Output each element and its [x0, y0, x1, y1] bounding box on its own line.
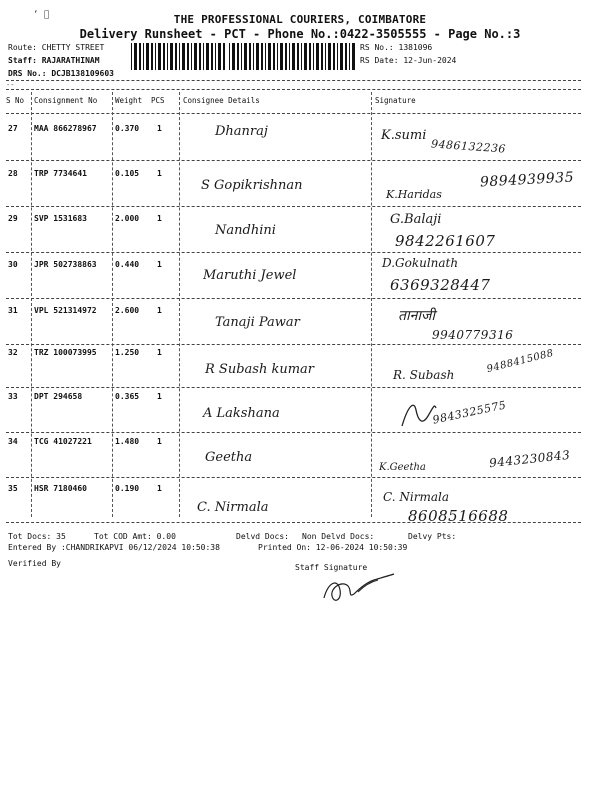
receiver-signature: तानाजी	[398, 308, 436, 324]
company-title: THE PROFESSIONAL COURIERS, COIMBATORE	[173, 13, 427, 26]
receiver-phone: 9486132236	[430, 137, 507, 156]
row-sno: 33	[8, 392, 18, 401]
row-weight: 0.105	[115, 169, 140, 178]
row-sno: 34	[8, 437, 18, 446]
row-divider	[6, 387, 581, 388]
receiver-signature: K.sumi	[381, 128, 427, 143]
receiver-phone: 8608516688	[408, 507, 509, 525]
row-pcs: 1	[157, 437, 162, 446]
receiver-phone: 9443230843	[488, 447, 571, 471]
row-pcs: 1	[157, 124, 162, 133]
divider	[6, 113, 581, 114]
row-consignment: HSR 7180460	[34, 484, 87, 493]
dash-mark: --	[6, 81, 15, 89]
row-weight: 2.600	[115, 306, 140, 315]
row-consignment: VPL 521314972	[34, 306, 97, 315]
row-pcs: 1	[157, 348, 162, 357]
total-docs: Tot Docs: 35	[8, 532, 66, 541]
row-sno: 29	[8, 214, 18, 223]
rs-number: RS No.: 1381096	[360, 43, 433, 52]
col-header-signature: Signature	[375, 96, 416, 105]
row-pcs: 1	[157, 306, 162, 315]
delivered-docs: Delvd Docs:	[236, 532, 289, 541]
total-cod-amount: Tot COD Amt: 0.00	[94, 532, 176, 541]
printed-on: Printed On: 12-06-2024 10:50:39	[258, 543, 408, 552]
consignee-name: S Gopikrishnan	[201, 178, 303, 193]
col-header-consignee: Consignee Details	[183, 96, 260, 105]
receiver-phone: 9842261607	[395, 232, 496, 250]
row-weight: 0.440	[115, 260, 140, 269]
row-weight: 0.365	[115, 392, 140, 401]
row-divider	[6, 477, 581, 478]
col-separator	[179, 92, 180, 517]
receiver-phone: 9843325575	[431, 398, 508, 427]
rs-date: RS Date: 12-Jun-2024	[360, 56, 457, 65]
consignee-name: A Lakshana	[203, 406, 280, 421]
consignee-name: Dhanraj	[215, 124, 268, 139]
staff-signature-label: Staff Signature	[295, 563, 368, 572]
receiver-phone: 9894939935	[479, 169, 575, 191]
runsheet-subtitle: Delivery Runsheet - PCT - Phone No.:0422-3505555 - Page No.:3	[79, 27, 521, 41]
staff-signature-scrawl	[318, 568, 398, 608]
col-header-consignment: Consignment No	[34, 96, 98, 105]
row-divider	[6, 522, 581, 523]
row-divider	[6, 298, 581, 299]
row-divider	[6, 206, 581, 207]
row-consignment: DPT 294658	[34, 392, 83, 401]
receiver-signature: C. Nirmala	[383, 490, 449, 504]
receiver-phone: 9488415088	[485, 347, 555, 376]
row-divider	[6, 252, 581, 253]
col-header-sno: S No	[6, 96, 25, 105]
row-consignment: TRZ 100073995	[34, 348, 97, 357]
row-pcs: 1	[157, 169, 162, 178]
row-sno: 32	[8, 348, 18, 357]
row-sno: 35	[8, 484, 18, 493]
row-consignment: JPR 502738863	[34, 260, 97, 269]
col-header-weight: Weight	[115, 96, 143, 105]
row-weight: 1.250	[115, 348, 140, 357]
row-pcs: 1	[157, 484, 162, 493]
row-divider	[6, 432, 581, 433]
scan-mark: ‘ ﾟ	[33, 10, 50, 20]
row-pcs: 1	[157, 214, 162, 223]
row-sno: 28	[8, 169, 18, 178]
entered-by: Entered By :CHANDRIKAPVI 06/12/2024 10:50:38	[8, 543, 220, 552]
barcode-left	[131, 43, 226, 70]
divider	[6, 80, 581, 81]
col-separator	[31, 92, 32, 517]
col-header-pcs: PCS	[151, 96, 165, 105]
row-sno: 27	[8, 124, 18, 133]
col-separator	[112, 92, 113, 517]
row-consignment: TCG 41027221	[34, 437, 92, 446]
row-sno: 31	[8, 306, 18, 315]
row-pcs: 1	[157, 260, 162, 269]
row-consignment: MAA 866278967	[34, 124, 97, 133]
verified-by-label: Verified By	[8, 559, 61, 568]
row-weight: 0.370	[115, 124, 140, 133]
row-pcs: 1	[157, 392, 162, 401]
row-weight: 2.000	[115, 214, 140, 223]
staff-label: Staff: RAJARATHINAM	[8, 56, 100, 65]
barcode-right	[229, 43, 355, 70]
receiver-signature: D.Gokulnath	[382, 256, 459, 270]
row-sno: 30	[8, 260, 18, 269]
row-weight: 1.480	[115, 437, 140, 446]
row-divider	[6, 344, 581, 345]
drs-number: DRS No.: DCJB138109603	[8, 69, 114, 78]
receiver-signature: K.Haridas	[386, 188, 442, 201]
consignee-name: Geetha	[205, 450, 253, 465]
delivery-points: Delvy Pts:	[408, 532, 457, 541]
consignee-name: C. Nirmala	[197, 500, 269, 515]
receiver-signature: K.Geetha	[379, 462, 426, 473]
row-consignment: SVP 1531683	[34, 214, 87, 223]
consignee-name: R Subash kumar	[205, 362, 314, 377]
non-delivered-docs: Non Delvd Docs:	[302, 532, 375, 541]
route-label: Route: CHETTY STREET	[8, 43, 105, 52]
divider	[6, 89, 581, 90]
row-divider	[6, 160, 581, 161]
consignee-name: Nandhini	[215, 223, 276, 238]
consignee-name: Maruthi Jewel	[203, 268, 297, 283]
row-weight: 0.190	[115, 484, 140, 493]
receiver-phone: 6369328447	[390, 276, 491, 294]
receiver-signature: R. Subash	[393, 368, 455, 382]
col-separator	[371, 92, 372, 517]
receiver-phone: 9940779316	[432, 328, 514, 342]
receiver-signature: G.Balaji	[390, 212, 442, 227]
consignee-name: Tanaji Pawar	[215, 315, 300, 330]
row-consignment: TRP 7734641	[34, 169, 87, 178]
